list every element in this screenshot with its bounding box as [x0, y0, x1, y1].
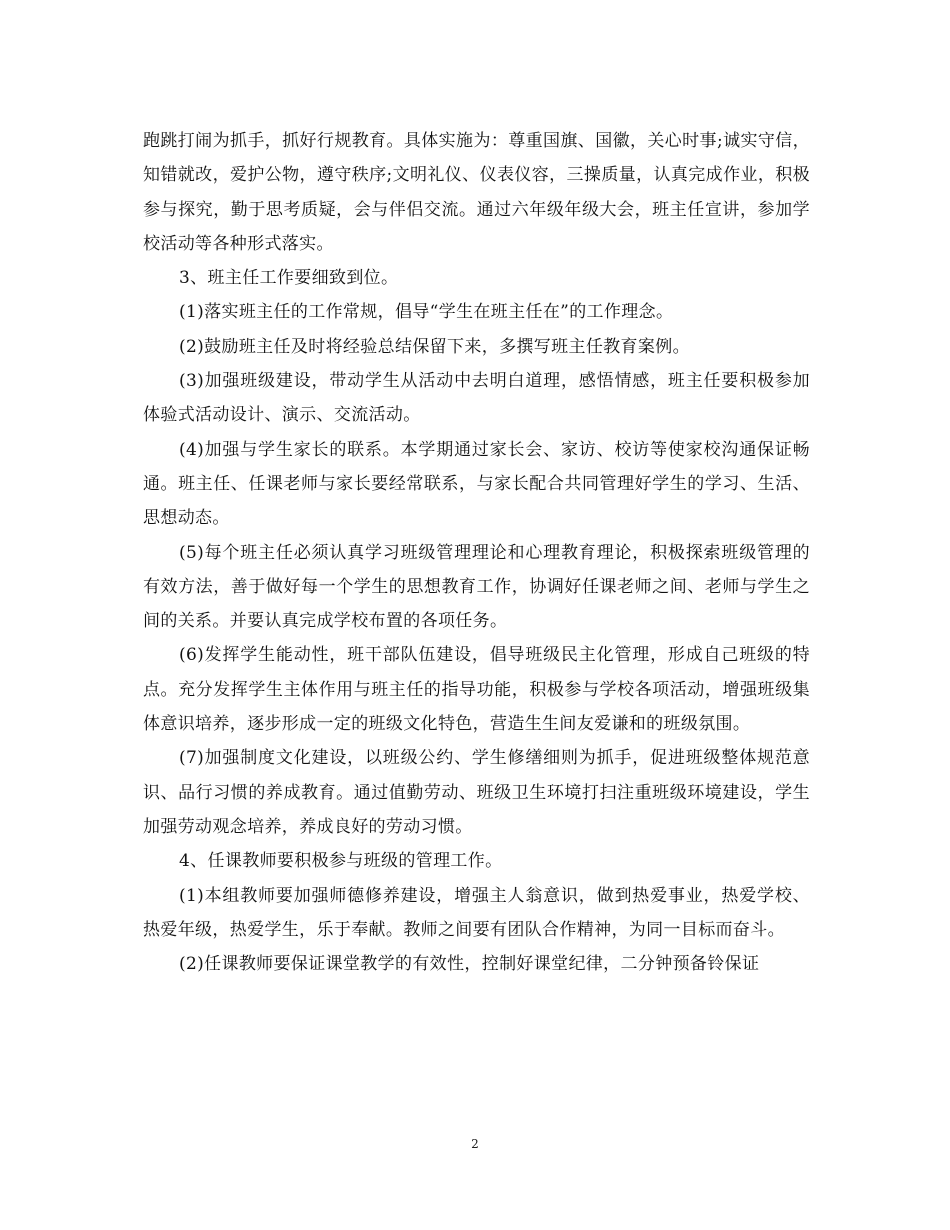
paragraph-item-3: (3)加强班级建设，带动学生从活动中去明白道理，感悟情感，班主任要积极参加体验式活动设计、演示、交流活动。 [143, 371, 810, 426]
paragraph-item-6: (6)发挥学生能动性，班干部队伍建设，倡导班级民主化管理，形成自己班级的特点。充分发挥学生主体作用与班主任的指导功能，积极参与学校各项活动，增强班级集体意识培养，逐步形成一定的班级文化特色，营造生生间友爱谦和的班级氛围。 [143, 645, 810, 735]
paragraph-item-7: (7)加强制度文化建设，以班级公约、学生修缮细则为抓手，促进班级整体规范意识、品行习惯的养成教育。通过值勤劳动、班级卫生环境打扫注重班级环境建设，学生加强劳动观念培养，养成良好的劳动习惯。 [143, 748, 810, 837]
page-number: 2 [471, 1137, 479, 1151]
paragraph-section-4-heading: 4、任课教师要积极参与班级的管理工作。 [179, 851, 503, 872]
paragraph-section-4-item-1: (1)本组教师要加强师德修养建设，增强主人翁意识，做到热爱事业，热爱学校、热爱年级，热爱学生，乐于奉献。教师之间要有团队合作精神，为同一目标而奋斗。 [143, 885, 810, 940]
paragraph-section-4-item-2: (2)任课教师要保证课堂教学的有效性，控制好课堂纪律，二分钟预备铃保证 [179, 954, 760, 975]
paragraph-section-3-heading: 3、班主任工作要细致到位。 [179, 268, 399, 289]
paragraph-item-1: (1)落实班主任的工作常规，倡导“学生在班主任在”的工作理念。 [179, 302, 674, 323]
paragraph-continuation: 跑跳打闹为抓手，抓好行规教育。具体实施为：尊重国旗、国徽，关心时事;诚实守信，知错就改，爱护公物，遵守秩序;文明礼仪、仪表仪容，三操质量，认真完成作业，积极参与探究，勤于思考质疑，会与伴侣交流。通过六年级年级大会，班主任宣讲，参加学校活动等各种形式落实。 [143, 131, 810, 254]
paragraph-item-5: (5)每个班主任必须认真学习班级管理理论和心理教育理论，积极探索班级管理的有效方法，善于做好每一个学生的思想教育工作，协调好任课老师之间、老师与学生之间的关系。并要认真完成学校布置的各项任务。 [143, 542, 810, 632]
paragraph-item-2: (2)鼓励班主任及时将经验总结保留下来，多撰写班主任教育案例。 [179, 336, 690, 357]
paragraph-item-4: (4)加强与学生家长的联系。本学期通过家长会、家访、校访等使家校沟通保证畅通。班主任、任课老师与家长要经常联系，与家长配合共同管理好学生的学习、生活、思想动态。 [143, 439, 810, 529]
document-body [143, 124, 810, 981]
